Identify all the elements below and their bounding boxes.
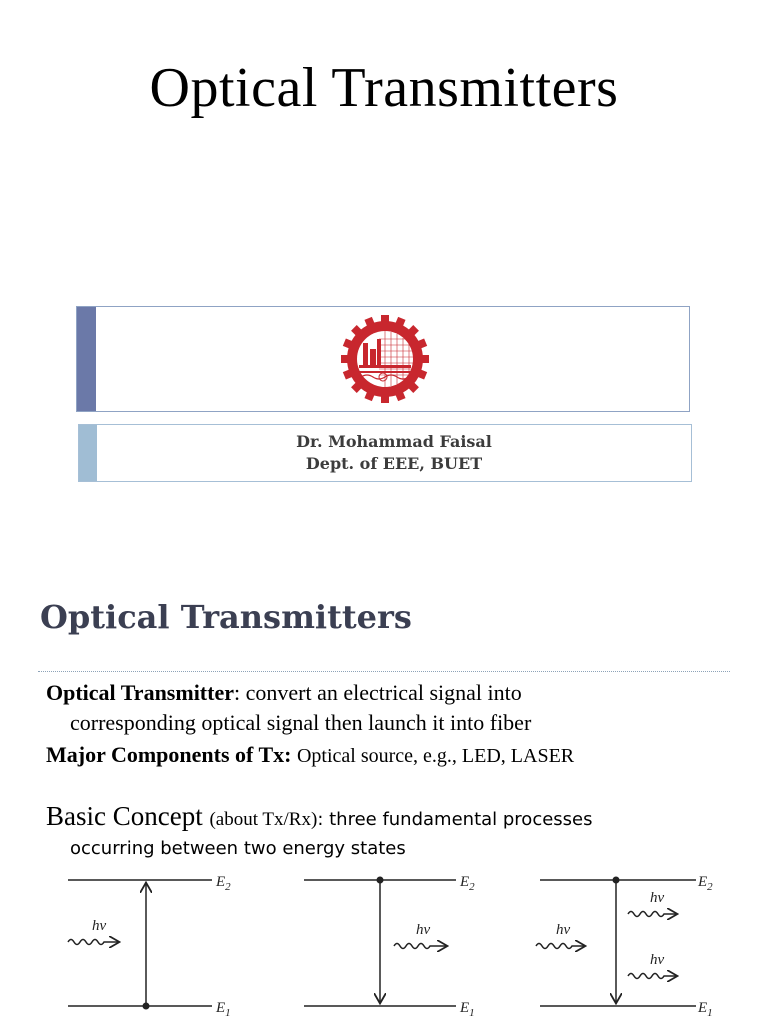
author-panel [78, 424, 692, 482]
photon-wave [628, 974, 676, 979]
term-basic-concept: Basic Concept [46, 801, 203, 831]
label-e2: E [698, 874, 708, 890]
photon-wave [394, 944, 446, 949]
label-e1: E [698, 1000, 708, 1016]
author-department: Dept. of EEE, BUET [305, 454, 483, 473]
label-e2: E [216, 874, 226, 890]
accent-bar [77, 307, 96, 411]
photon-wave [68, 940, 118, 945]
label-hv: hν [650, 952, 665, 968]
author-name: Dr. Mohammad Faisal [296, 432, 492, 451]
label-e1-sub: 1 [469, 1007, 475, 1019]
label-hv: hν [416, 922, 431, 938]
photon-wave [628, 912, 676, 917]
svg-text:E1 [459, 1000, 475, 1019]
components-paragraph [46, 740, 574, 771]
svg-text:E2 [215, 874, 231, 893]
term-major-components: Major Components of Tx: [46, 742, 292, 767]
title-divider [38, 671, 730, 672]
energy-transition-diagram [60, 864, 728, 1024]
label-e2-sub: 2 [225, 881, 231, 893]
accent-bar [79, 425, 97, 481]
label-hv: hν [92, 918, 107, 934]
buet-logo-icon [339, 313, 431, 405]
term-optical-transmitter: Optical Transmitter [46, 680, 234, 705]
label-e2: E [460, 874, 470, 890]
svg-text:E1 [215, 1000, 231, 1019]
concept-text: : three fundamental processes [317, 809, 593, 830]
slide-title: Optical Transmitters [149, 57, 619, 119]
electron-dot [613, 877, 620, 884]
label-e1: E [460, 1000, 470, 1016]
electron-dot [143, 1003, 150, 1010]
label-e1: E [216, 1000, 226, 1016]
section-title: Optical Transmitters [40, 598, 412, 636]
components-text: Optical source, e.g., LED, LASER [296, 745, 575, 767]
basic-concept-paragraph [46, 800, 593, 862]
svg-text:E1 [697, 1000, 713, 1019]
label-hv: hν [556, 922, 571, 938]
concept-line2: occurring between two energy states [70, 838, 406, 859]
label-e1-sub: 1 [707, 1007, 713, 1019]
label-e2-sub: 2 [707, 881, 713, 893]
definition-line2: corresponding optical signal then launch it into fiber [70, 710, 532, 735]
definition-paragraph [46, 678, 726, 738]
photon-wave [536, 944, 584, 949]
label-hv: hν [650, 890, 665, 906]
svg-text:E2 [459, 874, 475, 893]
concept-parenthetical: (about Tx/Rx) [209, 809, 318, 830]
electron-dot [377, 877, 384, 884]
svg-text:E2 [697, 874, 713, 893]
label-e2-sub: 2 [469, 881, 475, 893]
label-e1-sub: 1 [225, 1007, 231, 1019]
logo-panel [76, 306, 690, 412]
definition-text: : convert an electrical signal into [234, 680, 522, 705]
